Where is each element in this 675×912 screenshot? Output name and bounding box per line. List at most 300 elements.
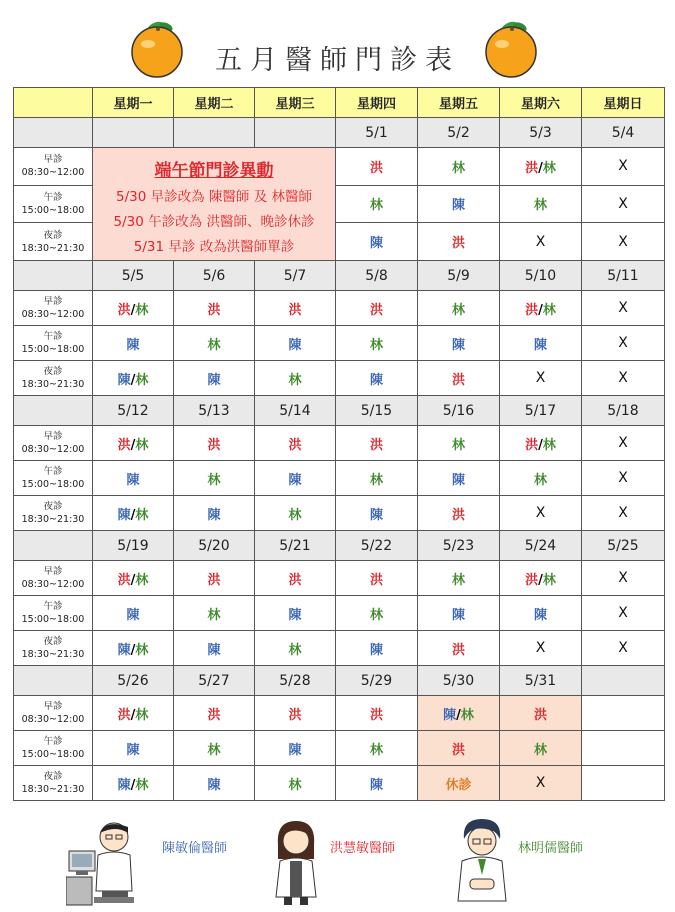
schedule-cell <box>336 731 418 766</box>
doctor-code: 林 <box>369 607 383 623</box>
schedule-cell <box>582 561 665 596</box>
date-cell: 5/13 <box>174 396 255 426</box>
doctor-code: 洪 <box>117 437 131 453</box>
slot-time: 18:30~21:30 <box>21 379 85 390</box>
schedule-cell <box>93 461 174 496</box>
schedule-cell <box>93 291 174 326</box>
slot-label <box>14 223 93 261</box>
doctor-code: X <box>535 370 546 386</box>
doctor-code: 林 <box>542 160 556 176</box>
slot-label <box>14 361 93 396</box>
separator: / <box>130 777 136 793</box>
schedule-cell <box>500 496 582 531</box>
schedule-cell <box>500 696 582 731</box>
date-cell: 5/2 <box>418 118 500 148</box>
schedule-cell <box>255 731 336 766</box>
slot-name: 早診 <box>43 701 63 712</box>
doctor-code: 洪 <box>451 236 465 252</box>
separator: / <box>456 707 461 723</box>
schedule-cell <box>500 561 582 596</box>
schedule-cell <box>418 426 500 461</box>
doctor-code: 陳 <box>451 472 465 488</box>
doctor-code: 陳 <box>288 742 302 758</box>
date-cell: 5/24 <box>500 531 582 561</box>
doctor-code: 林 <box>207 742 221 758</box>
schedule-cell <box>174 291 255 326</box>
date-row-label <box>14 666 93 696</box>
notice-line: 5/31 早診 改為洪醫師單診 <box>133 239 295 255</box>
date-cell <box>255 118 336 148</box>
doctor-code: X <box>535 233 546 250</box>
slot-row <box>14 561 665 596</box>
slot-time: 18:30~21:30 <box>21 784 85 795</box>
schedule-cell <box>93 361 174 396</box>
schedule-cell <box>93 696 174 731</box>
doctor-code: 林 <box>533 472 547 488</box>
doctor-code: 洪 <box>207 437 221 453</box>
orange-icon <box>482 14 540 78</box>
doctor-code: 陳 <box>207 507 221 523</box>
doctor-code: 洪 <box>288 707 302 723</box>
slot-name: 早診 <box>43 154 63 166</box>
doctor-code: X <box>618 470 628 486</box>
slot-label <box>14 461 93 496</box>
separator: / <box>538 437 543 453</box>
doctor-code: 洪 <box>288 572 302 588</box>
doctor-code: 陳 <box>369 236 383 252</box>
schedule-cell <box>500 223 582 261</box>
schedule-cell <box>336 291 418 326</box>
schedule-cell <box>500 426 582 461</box>
doctor-code: 洪 <box>525 160 539 176</box>
doctor-code: 林 <box>451 302 465 318</box>
date-cell: 5/6 <box>174 261 255 291</box>
schedule-cell <box>418 496 500 531</box>
slot-time: 15:00~18:00 <box>21 614 85 625</box>
schedule-cell <box>255 426 336 461</box>
slot-label <box>14 148 93 186</box>
date-cell: 5/4 <box>582 118 665 148</box>
doctor-code: 陳 <box>126 337 140 353</box>
slot-name: 午診 <box>43 466 63 477</box>
slot-time: 08:30~12:00 <box>21 714 85 725</box>
doctor-code: 陳 <box>288 337 302 353</box>
separator: / <box>130 642 136 658</box>
notice-line: 5/30 午診改為 洪醫師、晚診休診 <box>113 214 315 230</box>
schedule-cell <box>500 731 582 766</box>
weekday-header-row <box>14 88 665 118</box>
weekday-header: 星期五 <box>418 88 500 118</box>
doctor-code: 洪 <box>117 707 131 723</box>
schedule-cell <box>174 696 255 731</box>
slot-time: 08:30~12:00 <box>21 444 85 455</box>
slot-name: 午診 <box>43 601 63 612</box>
female-doctor-icon <box>270 815 322 907</box>
slot-label <box>14 731 93 766</box>
doctor-code: 林 <box>369 198 383 214</box>
schedule-cell <box>255 561 336 596</box>
doctor-code: 洪 <box>207 707 221 723</box>
doctor-name-hong: 洪慧敏醫師 <box>330 841 396 856</box>
header-corner <box>14 88 93 118</box>
schedule-cell <box>582 291 665 326</box>
doctor-code: 林 <box>288 372 302 388</box>
doctor-code: 洪 <box>533 707 547 723</box>
date-cell: 5/26 <box>93 666 174 696</box>
doctor-code: X <box>535 640 546 656</box>
doctor-code: 陳 <box>288 472 302 488</box>
doctor-code: 林 <box>288 642 302 658</box>
schedule-cell <box>255 291 336 326</box>
doctor-code: 洪 <box>117 302 131 318</box>
page-header <box>0 0 675 86</box>
schedule-cell <box>582 185 665 223</box>
notice-title: 端午節門診異動 <box>154 161 274 181</box>
schedule-cell <box>174 561 255 596</box>
schedule-cell <box>93 326 174 361</box>
slot-row <box>14 731 665 766</box>
schedule-cell <box>582 461 665 496</box>
slot-time: 08:30~12:00 <box>21 309 85 320</box>
date-cell: 5/17 <box>500 396 582 426</box>
slot-label <box>14 596 93 631</box>
date-cell: 5/15 <box>336 396 418 426</box>
doctor-code: 林 <box>135 302 149 318</box>
slot-row <box>14 631 665 666</box>
date-cell <box>93 118 174 148</box>
schedule-cell <box>255 631 336 666</box>
schedule-cell <box>93 766 174 801</box>
date-cell: 5/29 <box>336 666 418 696</box>
schedule-cell <box>418 631 500 666</box>
slot-time: 15:00~18:00 <box>21 344 85 355</box>
doctor-code: X <box>618 300 628 316</box>
schedule-cell <box>582 223 665 261</box>
schedule-cell <box>336 766 418 801</box>
doctor-code: 林 <box>533 742 547 758</box>
doctor-code: 林 <box>135 707 149 723</box>
schedule-cell <box>582 426 665 461</box>
slot-time: 18:30~21:30 <box>21 649 85 660</box>
doctor-code: X <box>618 640 628 656</box>
slot-label <box>14 766 93 801</box>
schedule-cell <box>418 148 500 186</box>
schedule-cell <box>174 361 255 396</box>
doctor-code: X <box>618 370 628 386</box>
date-cell <box>174 118 255 148</box>
doctor-code: 陳 <box>369 372 383 388</box>
doctor-code: 洪 <box>451 507 465 523</box>
slot-time: 08:30~12:00 <box>21 579 85 590</box>
doctor-code: 陳 <box>533 337 547 353</box>
doctor-code: 陳 <box>451 607 465 623</box>
doctor-name-lin: 林明儒醫師 <box>518 841 584 856</box>
separator: / <box>130 507 136 523</box>
schedule-cell <box>582 766 665 801</box>
doctor-code: 林 <box>288 777 302 793</box>
doctor-code: 林 <box>369 742 383 758</box>
slot-label <box>14 631 93 666</box>
slot-label <box>14 696 93 731</box>
weekday-header: 星期一 <box>93 88 174 118</box>
date-cell: 5/31 <box>500 666 582 696</box>
date-cell: 5/14 <box>255 396 336 426</box>
doctor-code: 林 <box>451 437 465 453</box>
doctor-code: 洪 <box>451 372 465 388</box>
doctor-code: 陳 <box>117 507 131 523</box>
schedule-cell <box>336 326 418 361</box>
doctor-at-computer-icon <box>66 815 146 907</box>
schedule-cell <box>500 148 582 186</box>
doctor-code: 林 <box>533 198 547 214</box>
slot-row <box>14 496 665 531</box>
doctor-code: 陳 <box>451 198 465 214</box>
schedule-cell <box>93 426 174 461</box>
schedule-cell <box>582 496 665 531</box>
schedule-cell <box>174 326 255 361</box>
doctor-code: 洪 <box>369 572 383 588</box>
slot-time: 15:00~18:00 <box>21 479 85 490</box>
slot-label <box>14 326 93 361</box>
date-row-label <box>14 261 93 291</box>
separator: / <box>130 302 136 318</box>
schedule-cell <box>255 496 336 531</box>
doctor-code: 陳 <box>207 777 221 793</box>
schedule-cell <box>174 731 255 766</box>
doctor-code: 林 <box>135 372 149 388</box>
schedule-cell <box>93 731 174 766</box>
date-row <box>14 118 665 148</box>
doctor-code: 洪 <box>525 437 539 453</box>
weekday-header: 星期六 <box>500 88 582 118</box>
schedule-cell <box>582 148 665 186</box>
schedule-cell <box>174 426 255 461</box>
date-cell: 5/5 <box>93 261 174 291</box>
schedule-cell <box>336 461 418 496</box>
slot-name: 夜診 <box>43 501 63 512</box>
doctor-code: 陳 <box>533 607 547 623</box>
doctor-code: X <box>618 233 628 250</box>
doctor-code: 陳 <box>126 607 140 623</box>
doctor-code: 陳 <box>451 337 465 353</box>
slot-name: 夜診 <box>43 229 63 241</box>
doctor-code: 林 <box>451 160 465 176</box>
schedule-cell <box>174 631 255 666</box>
schedule-cell <box>255 766 336 801</box>
date-cell: 5/27 <box>174 666 255 696</box>
schedule-cell <box>336 223 418 261</box>
doctor-code: 洪 <box>288 437 302 453</box>
date-row <box>14 261 665 291</box>
schedule-cell <box>582 361 665 396</box>
slot-name: 早診 <box>43 296 63 307</box>
slot-label <box>14 185 93 223</box>
slot-time: 15:00~18:00 <box>21 204 85 216</box>
doctor-code: 林 <box>207 472 221 488</box>
weekday-header: 星期二 <box>174 88 255 118</box>
schedule-cell <box>500 766 582 801</box>
doctor-code: 洪 <box>525 572 539 588</box>
doctor-code: 陳 <box>207 372 221 388</box>
doctor-code: 洪 <box>369 707 383 723</box>
date-cell: 5/1 <box>336 118 418 148</box>
schedule-cell <box>93 496 174 531</box>
slot-label <box>14 561 93 596</box>
doctor-code: 洪 <box>207 572 221 588</box>
schedule-cell <box>336 696 418 731</box>
separator: / <box>130 707 136 723</box>
date-cell <box>582 666 665 696</box>
date-row-label <box>14 118 93 148</box>
schedule-cell <box>418 461 500 496</box>
weekday-header: 星期三 <box>255 88 336 118</box>
doctor-code: 洪 <box>451 742 465 758</box>
doctor-code: 洪 <box>451 642 465 658</box>
date-row-label <box>14 396 93 426</box>
schedule-cell <box>500 461 582 496</box>
doctor-code: 陳 <box>207 642 221 658</box>
schedule-cell <box>336 426 418 461</box>
schedule-cell <box>336 148 418 186</box>
doctor-code: 林 <box>288 507 302 523</box>
doctor-code: 林 <box>542 572 556 588</box>
doctor-code: 洪 <box>117 572 131 588</box>
schedule-cell <box>418 596 500 631</box>
doctor-code: 陳 <box>126 742 140 758</box>
doctor-code: 陳 <box>117 777 131 793</box>
slot-row <box>14 291 665 326</box>
schedule-cell <box>174 496 255 531</box>
schedule-cell <box>336 185 418 223</box>
doctor-code: 陳 <box>117 372 131 388</box>
schedule-cell <box>418 766 500 801</box>
slot-name: 夜診 <box>43 771 63 782</box>
doctor-code: X <box>535 505 546 521</box>
slot-row <box>14 766 665 801</box>
schedule-cell <box>174 766 255 801</box>
date-cell: 5/7 <box>255 261 336 291</box>
date-row <box>14 396 665 426</box>
slot-label <box>14 496 93 531</box>
date-cell: 5/10 <box>500 261 582 291</box>
separator: / <box>538 160 543 176</box>
slot-time: 18:30~21:30 <box>21 242 85 254</box>
doctor-code: X <box>535 775 546 791</box>
doctor-code: 陳 <box>369 507 383 523</box>
doctor-code: 陳 <box>126 472 140 488</box>
doctor-code: 陳 <box>117 642 131 658</box>
doctor-code: 陳 <box>443 707 457 723</box>
schedule-cell <box>174 461 255 496</box>
doctor-code: 林 <box>135 507 149 523</box>
doctor-name-chen: 陳敏倫醫師 <box>162 841 228 856</box>
doctor-code: 林 <box>135 572 149 588</box>
schedule-cell <box>500 596 582 631</box>
slot-row <box>14 696 665 731</box>
schedule-cell <box>582 696 665 731</box>
schedule-cell <box>500 185 582 223</box>
doctor-code: 陳 <box>369 642 383 658</box>
date-cell: 5/16 <box>418 396 500 426</box>
doctor-code: 林 <box>542 302 556 318</box>
schedule-cell <box>500 631 582 666</box>
doctor-code: 林 <box>460 707 474 723</box>
separator: / <box>538 572 543 588</box>
schedule-cell <box>582 731 665 766</box>
schedule-cell <box>336 361 418 396</box>
date-cell: 5/22 <box>336 531 418 561</box>
schedule-cell <box>174 596 255 631</box>
schedule-cell <box>93 596 174 631</box>
slot-name: 夜診 <box>43 636 63 647</box>
schedule-cell <box>418 223 500 261</box>
page-title: 五月醫師門診表 <box>215 45 460 76</box>
date-cell: 5/18 <box>582 396 665 426</box>
schedule-cell <box>418 185 500 223</box>
doctor-code: 洪 <box>369 160 383 176</box>
slot-name: 午診 <box>43 736 63 747</box>
date-cell: 5/30 <box>418 666 500 696</box>
date-cell: 5/3 <box>500 118 582 148</box>
doctor-code: 林 <box>369 472 383 488</box>
schedule-cell <box>500 291 582 326</box>
schedule-cell <box>418 326 500 361</box>
schedule-cell <box>418 731 500 766</box>
doctor-code: 陳 <box>369 777 383 793</box>
separator: / <box>130 572 136 588</box>
schedule-cell <box>255 361 336 396</box>
doctor-code: 林 <box>135 642 149 658</box>
schedule-cell <box>336 496 418 531</box>
date-cell: 5/25 <box>582 531 665 561</box>
schedule-cell <box>418 361 500 396</box>
schedule-cell <box>336 561 418 596</box>
doctor-code: 洪 <box>369 437 383 453</box>
date-cell: 5/8 <box>336 261 418 291</box>
schedule-cell <box>255 461 336 496</box>
schedule-cell <box>582 326 665 361</box>
slot-name: 夜診 <box>43 366 63 377</box>
doctor-code: X <box>618 158 628 175</box>
date-cell: 5/19 <box>93 531 174 561</box>
date-cell: 5/20 <box>174 531 255 561</box>
separator: / <box>130 372 136 388</box>
doctor-code: X <box>618 435 628 451</box>
schedule-cell <box>255 326 336 361</box>
schedule-cell <box>418 291 500 326</box>
slot-row <box>14 361 665 396</box>
schedule-cell <box>255 596 336 631</box>
slot-row <box>14 461 665 496</box>
doctor-code: X <box>618 505 628 521</box>
date-cell: 5/11 <box>582 261 665 291</box>
date-row-label <box>14 531 93 561</box>
weekday-header: 星期日 <box>582 88 665 118</box>
date-row <box>14 531 665 561</box>
doctor-code: 洪 <box>288 302 302 318</box>
slot-label <box>14 291 93 326</box>
doctor-code: 林 <box>135 777 149 793</box>
schedule-cell <box>500 361 582 396</box>
slot-name: 早診 <box>43 431 63 442</box>
date-cell: 5/9 <box>418 261 500 291</box>
weekday-header: 星期四 <box>336 88 418 118</box>
doctor-code: 林 <box>207 337 221 353</box>
doctor-code: X <box>618 605 628 621</box>
holiday-notice <box>93 148 336 261</box>
doctor-code: 林 <box>135 437 149 453</box>
date-cell: 5/12 <box>93 396 174 426</box>
